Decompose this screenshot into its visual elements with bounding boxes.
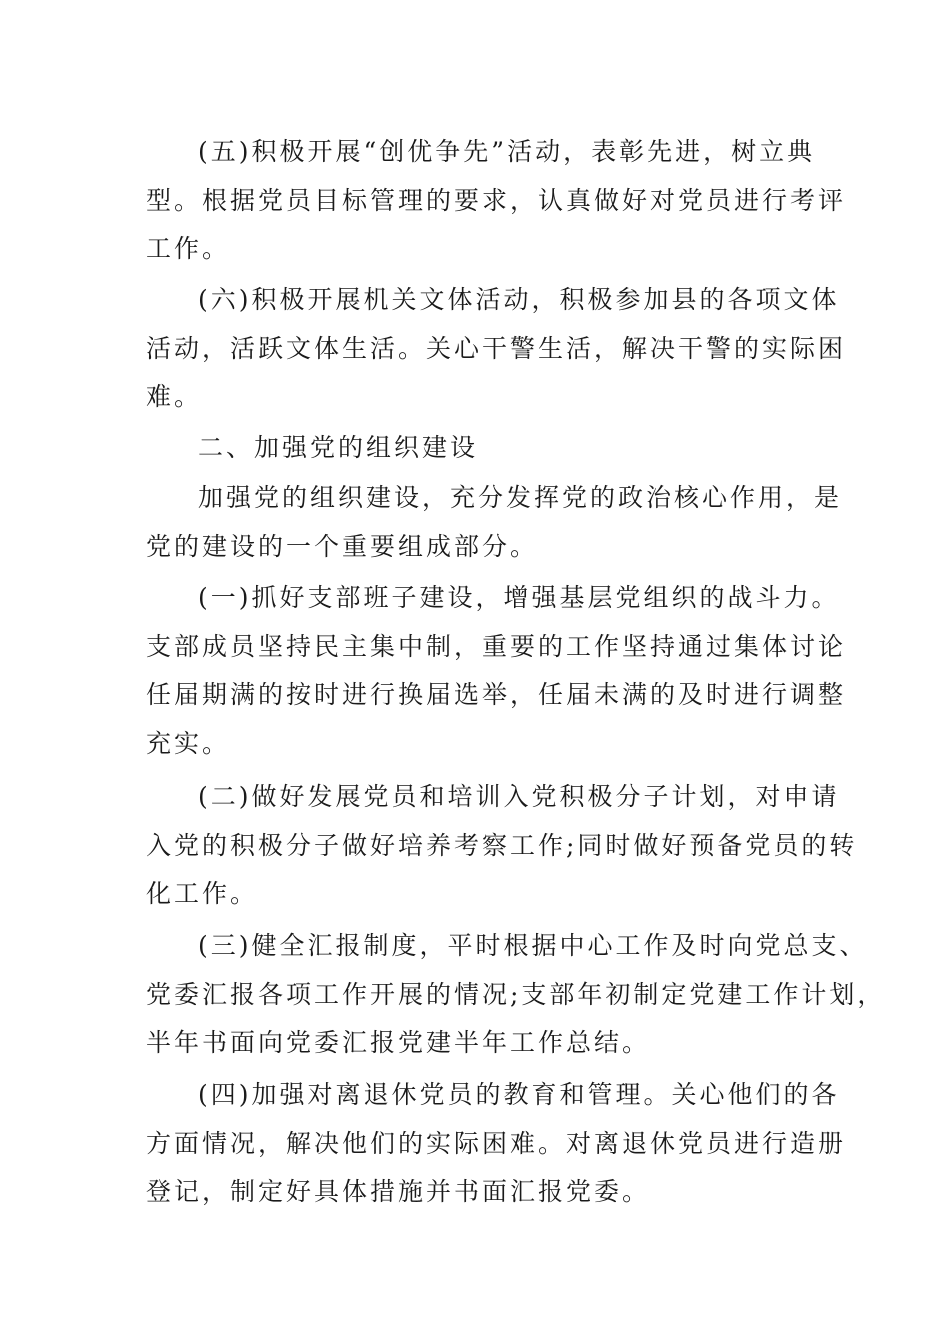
paragraph-two	[146, 773, 858, 919]
text-line: (五)积极开展“创优争先”活动，表彰先进，树立典	[198, 137, 816, 166]
paragraph-six	[146, 276, 847, 422]
text-line: 支部成员坚持民主集中制，重要的工作坚持通过集体讨论	[146, 631, 847, 661]
paragraph-three	[146, 922, 886, 1068]
text-line: 型。根据党员目标管理的要求，认真做好对党员进行考评	[146, 185, 847, 215]
text-line: 党委汇报各项工作开展的情况;支部年初制定党建工作计划，	[146, 979, 886, 1009]
heading-text: 二、加强党的组织建设	[198, 433, 479, 462]
text-line: 方面情况，解决他们的实际困难。对离退休党员进行造册	[146, 1128, 847, 1158]
text-line: 活动，活跃文体生活。关心干警生活，解决干警的实际困	[146, 333, 847, 363]
paragraph-five	[146, 128, 847, 274]
text-line: 党的建设的一个重要组成部分。	[146, 531, 539, 561]
text-line: (六)积极开展机关文体活动，积极参加县的各项文体	[198, 285, 840, 314]
text-line: (四)加强对离退休党员的教育和管理。关心他们的各	[198, 1080, 840, 1109]
text-line: 难。	[146, 382, 203, 411]
text-line: 充实。	[146, 728, 231, 758]
paragraph-one	[146, 574, 847, 768]
paragraph-intro	[146, 474, 843, 571]
text-line: 登记，制定好具体措施并书面汇报党委。	[146, 1177, 651, 1206]
text-line: 任届期满的按时进行换届选举，任届未满的及时进行调整	[146, 680, 847, 709]
text-line: 半年书面向党委汇报党建半年工作总结。	[146, 1028, 651, 1057]
text-line: (三)健全汇报制度，平时根据中心工作及时向党总支、	[198, 931, 868, 960]
paragraph-four	[146, 1071, 847, 1217]
section-heading	[146, 424, 816, 473]
text-line: 工作。	[146, 234, 231, 263]
text-line: (二)做好发展党员和培训入党积极分子计划，对申请	[198, 782, 840, 811]
text-line: 化工作。	[146, 879, 259, 908]
text-line: (一)抓好支部班子建设，增强基层党组织的战斗力。	[198, 583, 840, 612]
text-line: 入党的积极分子做好培养考察工作;同时做好预备党员的转	[146, 830, 858, 860]
text-line: 加强党的组织建设，充分发挥党的政治核心作用，是	[198, 483, 843, 512]
